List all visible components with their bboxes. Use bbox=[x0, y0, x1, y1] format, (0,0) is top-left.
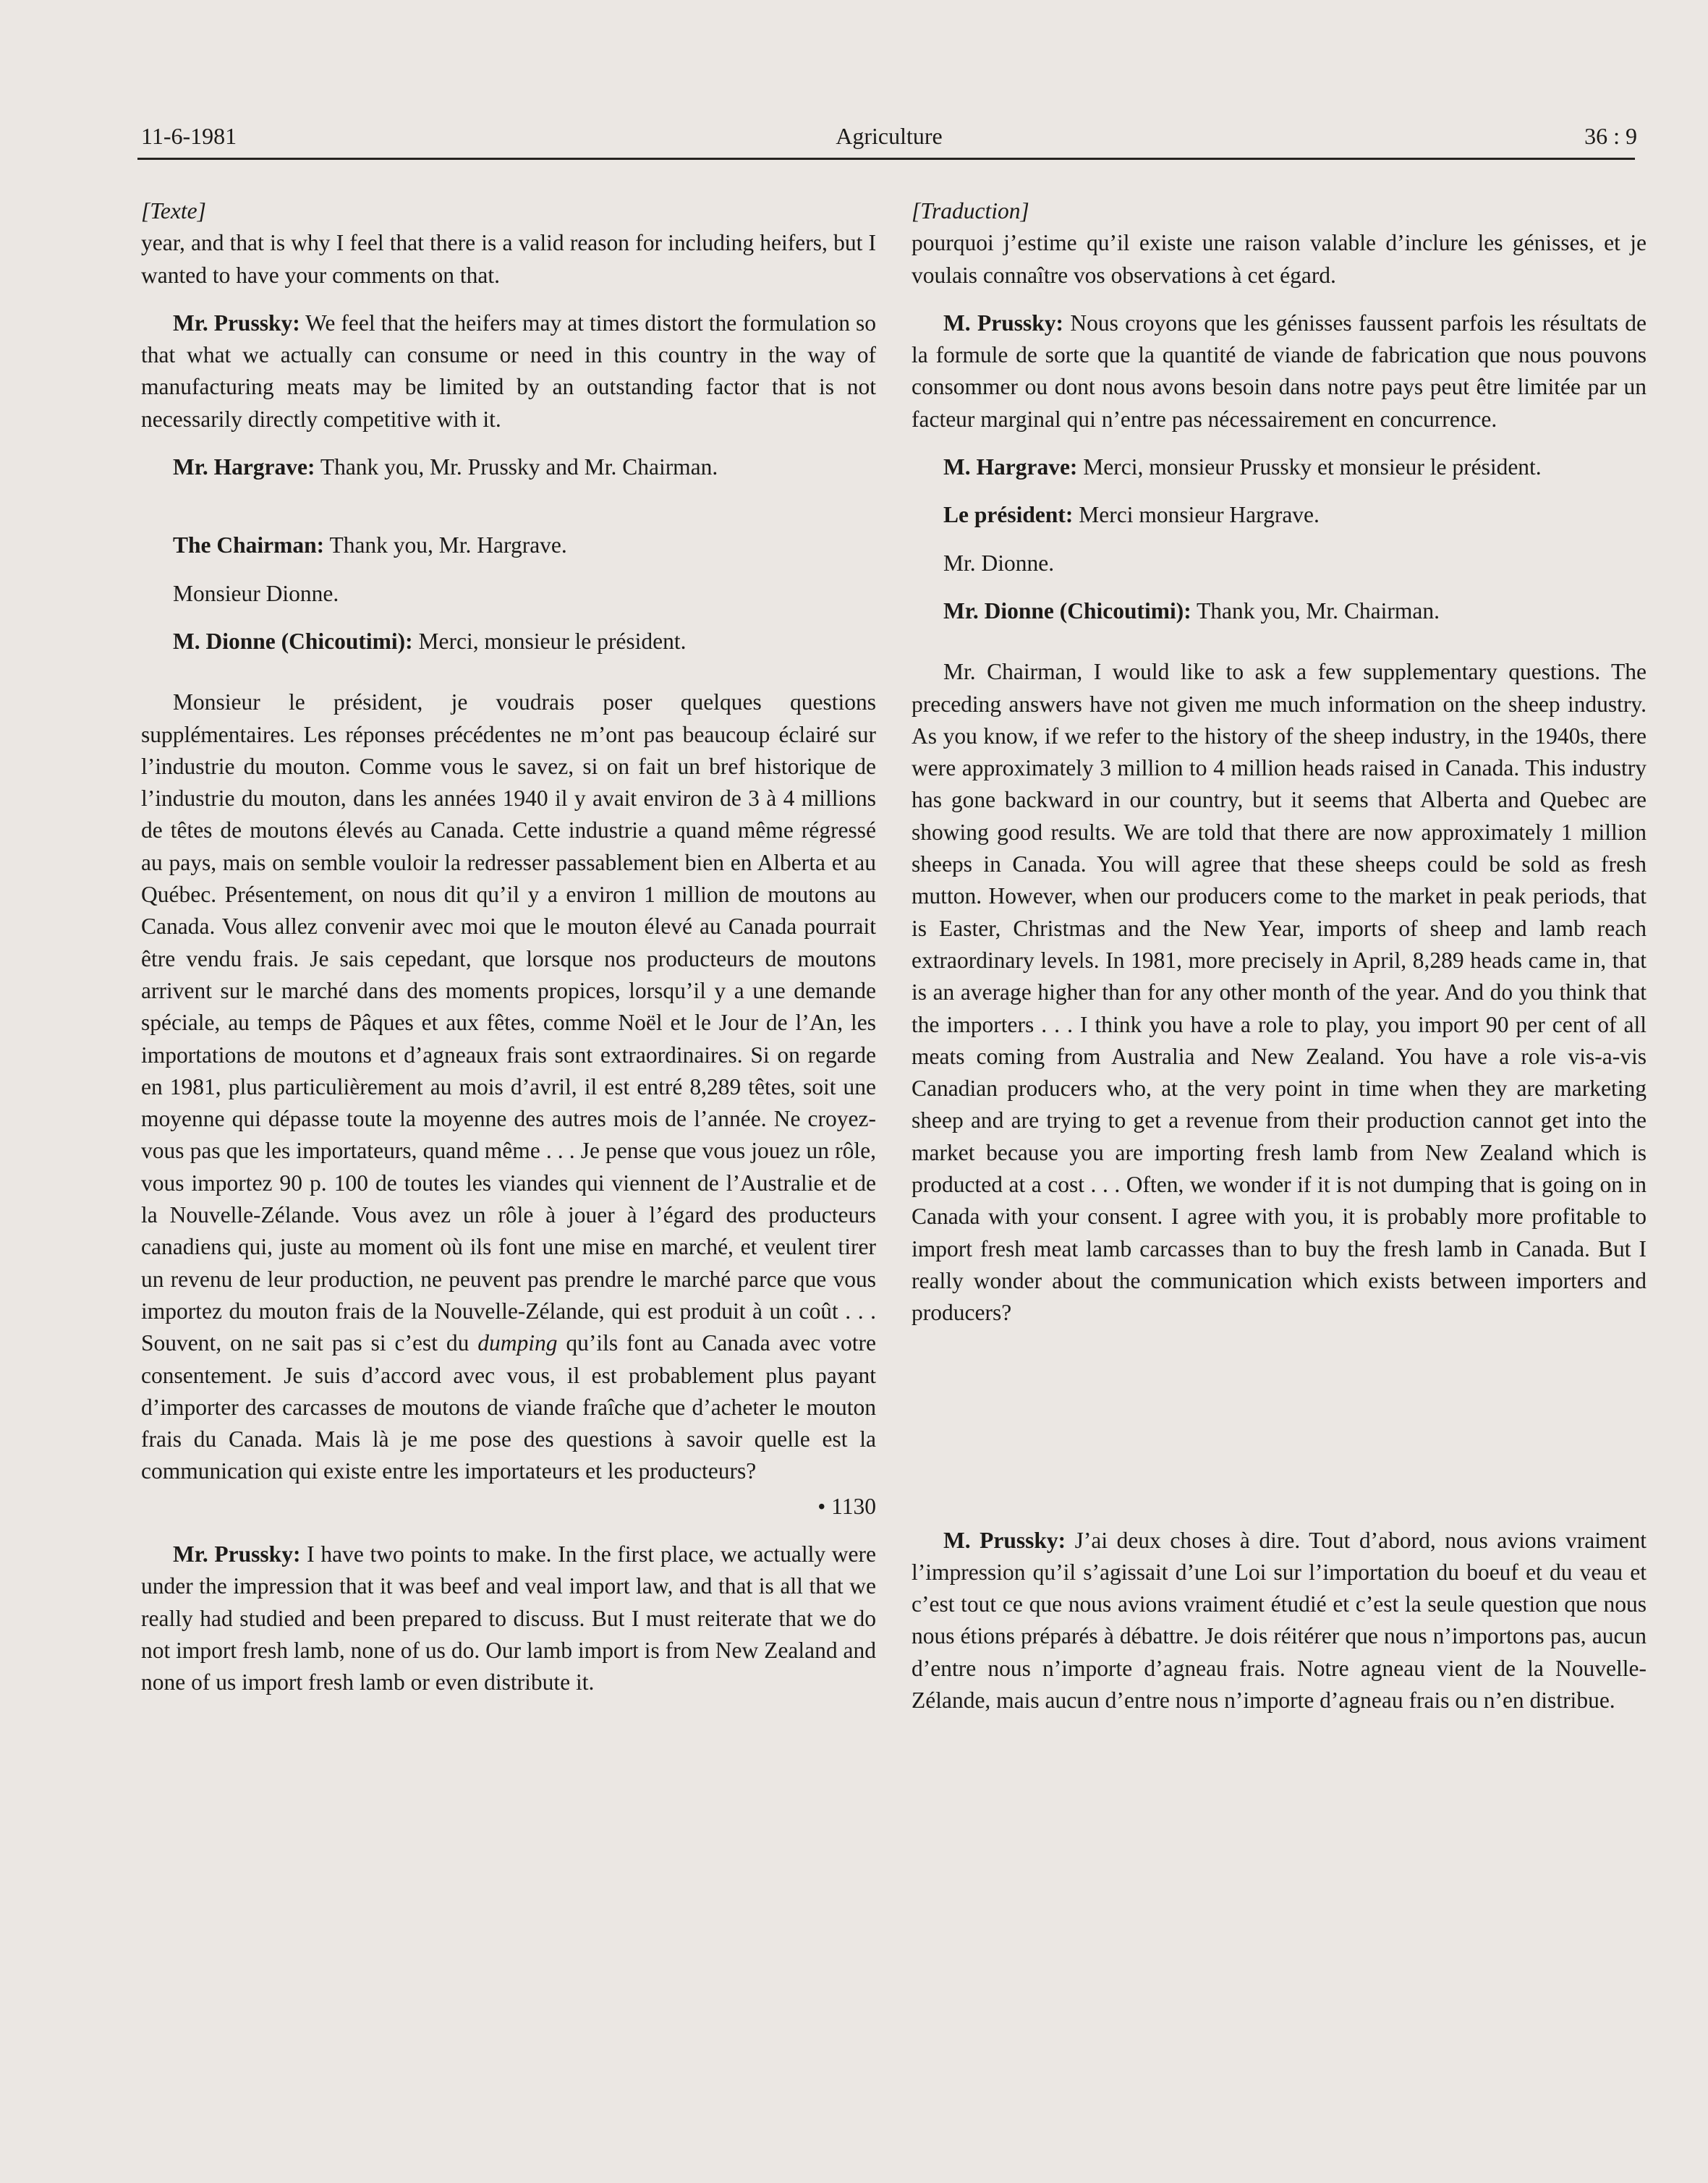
speech-paragraph bbox=[912, 451, 1647, 483]
column-label: [Traduction] bbox=[912, 198, 1029, 224]
speaker-name: Mr. Prussky: bbox=[173, 1541, 301, 1567]
right-column bbox=[912, 195, 1647, 1716]
header-rule bbox=[137, 158, 1635, 160]
speaker-name: Mr. Prussky: bbox=[173, 310, 300, 336]
speaker-name: Mr. Dionne (Chicoutimi): bbox=[943, 597, 1191, 624]
left-column bbox=[141, 195, 876, 1698]
speech-text: We feel that the heifers may at times distort the formulation so that what we actually can consume or need in this country in the way of manufacturing meats may be limited by an outstanding factor that is not necessarily directly competitive with it. bbox=[141, 310, 877, 432]
header-date: 11-6-1981 bbox=[141, 123, 237, 149]
speech-text: I have two points to make. In the first place, we actually were under the impression that it was beef and veal import law, and that is all that we really had studied and been prepared to discuss. But I must reiterate that we do not import fresh lamb, none of us do. Our lamb import is from New Zealand and none of us import fresh lamb or even distribute it. bbox=[141, 1541, 876, 1695]
speech-paragraph bbox=[141, 626, 876, 658]
paragraph: Monsieur Dionne. bbox=[173, 580, 339, 606]
speech-paragraph bbox=[141, 451, 876, 483]
speech-text: Merci, monsieur le président. bbox=[412, 628, 687, 654]
paragraph bbox=[141, 686, 876, 1487]
speaker-name: Mr. Hargrave: bbox=[173, 454, 315, 480]
paragraph: year, and that is why I feel that there is a valid reason for including heifers, but I wanted to have your comments on that. bbox=[141, 230, 876, 288]
speaker-name: M. Prussky: bbox=[943, 310, 1064, 336]
speech-text: Thank you, Mr. Hargrave. bbox=[324, 532, 567, 558]
speech-paragraph bbox=[912, 1525, 1647, 1717]
paragraph-text: qu’ils font au Canada avec votre consentement. Je suis d’accord avec vous, il est probablement plus payant d’importer des carcasses de moutons de viande fraîche que d’acheter le mouton frais du Canada. Mais là je me pose des questions à savoir quelle est la communication qui existe entre les importateurs et les producteurs? bbox=[141, 1330, 876, 1484]
speech-text: Thank you, Mr. Prussky and Mr. Chairman. bbox=[315, 454, 718, 480]
speech-paragraph bbox=[912, 595, 1647, 627]
speech-text: J’ai deux choses à dire. Tout d’abord, nous avions vraiment l’impression qu’il s’agissait d’une Loi sur l’importation du boeuf et du veau et c’est tout ce que nous avions vraiment étudié et c’est la seule question que nous nous étions préparés à débattre. Je dois réitérer que nous n’importons pas, aucun d’entre nous n’importe d’agneau frais. Notre agneau vient de la Nouvelle-Zélande, mais aucun d’entre nous n’importe d’agneau frais ou n’en distribue. bbox=[912, 1527, 1647, 1713]
time-marker: • 1130 bbox=[817, 1493, 876, 1519]
speech-text: Thank you, Mr. Chairman. bbox=[1191, 597, 1440, 624]
speaker-name: Le président: bbox=[943, 502, 1074, 528]
speech-paragraph bbox=[141, 529, 876, 561]
speech-paragraph bbox=[141, 1539, 876, 1698]
speech-text: Merci, monsieur Prussky et monsieur le président. bbox=[1077, 454, 1542, 480]
speech-paragraph bbox=[912, 307, 1647, 435]
speaker-name: M. Prussky: bbox=[943, 1527, 1066, 1553]
paragraph: Mr. Chairman, I would like to ask a few supplementary questions. The preceding answers have not given me much information on the sheep industry. As you know, if we refer to the history of the sheep industry, in the 1940s, there were approximately 3 million to 4 million heads raised in Canada. This industry has gone backward in our country, but it seems that Alberta and Quebec are showing good results. We are told that there are now approximately 1 million sheeps in Canada. You will agree that these sheeps could be sold as fresh mutton. However, when our producers come to the market in peak periods, that is Easter, Christmas and the New Year, imports of sheep and lamb reach extraordinary levels. In 1981, more precisely in April, 8,289 heads came in, that is an average higher than for any other month of the year. And do you think that the importers . . . I think you have a role to play, you import 90 per cent of all meats coming from Australia and New Zealand. You have a role vis-a-vis Canadian producers who, at the very point in time when they are marketing sheep and are trying to get a revenue from their production cannot get into the market because you are importing fresh lamb from New Zealand which is producted at a cost . . . Often, we wonder if it is not dumping that is going on in Canada with your consent. I agree with you, it is probably more profitable to import fresh meat lamb carcasses than to buy the fresh lamb in Canada. But I really wonder about the communication which exists between importers and producers? bbox=[912, 659, 1647, 1326]
speech-text: Nous croyons que les génisses faussent parfois les résultats de la formule de sorte que la quantité de viande de fabrication que nous pouvons consommer ou dont nous avons besoin dans notre pays peut être limitée par un facteur marginal qui n’entre pas nécessairement en concurrence. bbox=[912, 310, 1647, 432]
speech-text: Merci monsieur Hargrave. bbox=[1073, 502, 1320, 528]
page-header bbox=[141, 123, 1637, 166]
speaker-name: M. Dionne (Chicoutimi): bbox=[173, 628, 413, 654]
column-label: [Texte] bbox=[141, 198, 206, 224]
header-page-number: 36 : 9 bbox=[1584, 123, 1637, 149]
paragraph: pourquoi j’estime qu’il existe une raison valable d’inclure les génisses, et je voulais connaître vos observations à cet égard. bbox=[912, 230, 1647, 288]
speaker-name: M. Hargrave: bbox=[943, 454, 1078, 480]
speaker-name: The Chairman: bbox=[173, 532, 325, 558]
header-title: Agriculture bbox=[836, 123, 943, 149]
speech-paragraph bbox=[912, 499, 1647, 531]
paragraph-text: Monsieur le président, je voudrais poser quelques questions supplémentaires. Les réponses précédentes ne m’ont pas beaucoup éclairé sur l’industrie du mouton. Comme vous le savez, si on fait un bref historique de l’industrie du mouton, dans les années 1940 il y avait environ de 3 à 4 millions de têtes de moutons élevés au Canada. Cette industrie a quand même régressé au pays, mais on semble vouloir la redresser passablement bien en Alberta et au Québec. Présentement, on nous dit qu’il y a environ 1 million de moutons au Canada. Vous allez convenir avec moi que le mouton élevé au Canada pourrait être vendu frais. Je sais cepedant, que lorsque nos producteurs de moutons arrivent sur le marché dans des moments propices, lorsqu’il y a une demande spéciale, au temps de Pâques et aux fêtes, comme Noël et le Jour de l’An, les importations de moutons et d’agneaux frais sont extraordinaires. Si on regarde en 1981, plus particulièrement au mois d’avril, il est entré 8,289 têtes, soit une moyenne qui dépasse toute la moyenne des autres mois de l’année. Ne croyez-vous pas que les importateurs, quand même . . . Je pense que vous jouez un rôle, vous importez 90 p. 100 de toutes les viandes qui viennent de l’Australie et de la Nouvelle-Zélande. Vous avez un rôle à jouer à l’égard des producteurs canadiens qui, juste au moment où ils font une mise en marché, et veulent tirer un revenu de leur production, ne peuvent pas prendre le marché parce que vous importez du mouton frais de la Nouvelle-Zélande, qui est produit à un coût . . . Souvent, on ne sait pas si c’est du bbox=[141, 689, 876, 1356]
emphasis-text: dumping bbox=[477, 1330, 558, 1356]
speech-paragraph bbox=[141, 307, 876, 435]
paragraph: Mr. Dionne. bbox=[943, 550, 1055, 576]
